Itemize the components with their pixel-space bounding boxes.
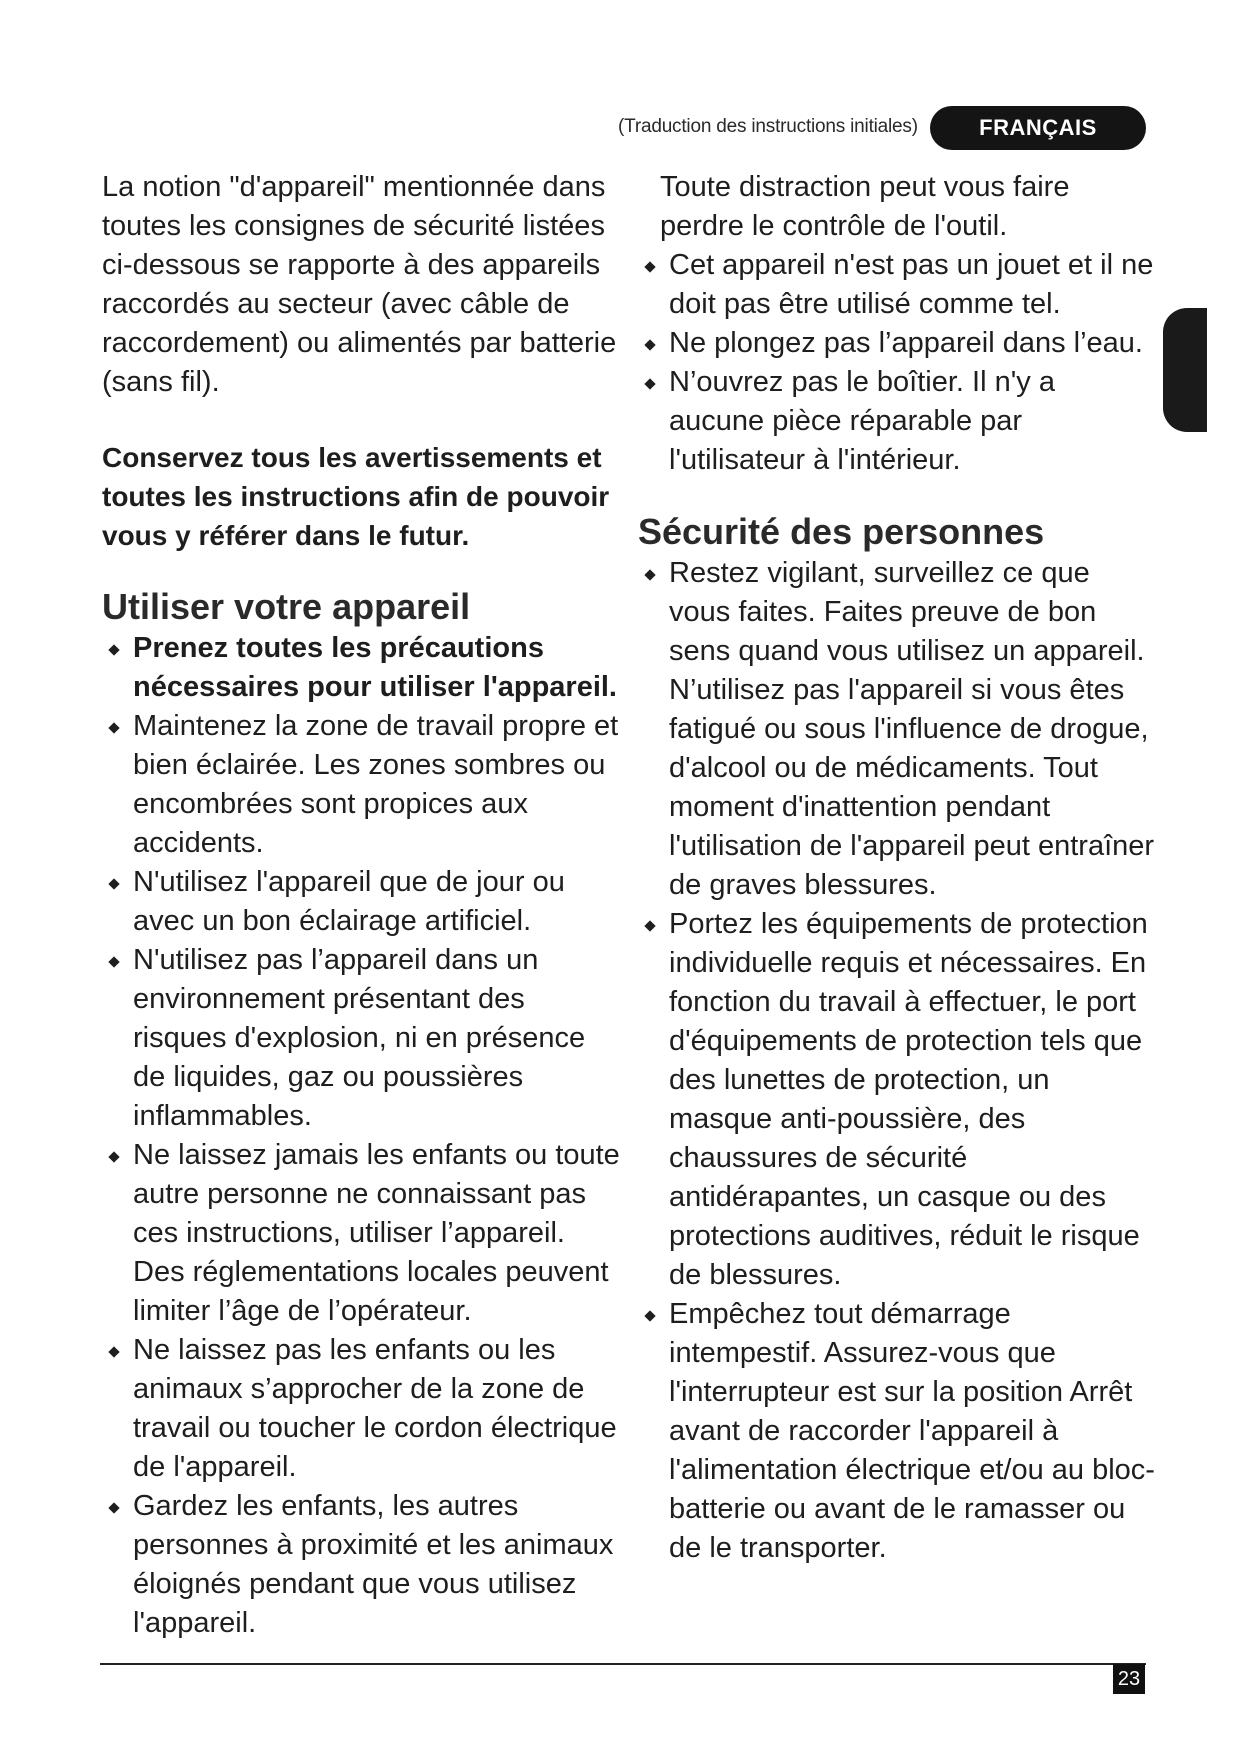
list-item-text: Ne laissez jamais les enfants ou toute autre personne ne connaissant pas ces instructions, utiliser l’appareil. Des réglementations locales peuvent limiter l’âge de l’opérateur. xyxy=(133,1139,620,1327)
intro-paragraph: La notion "d'appareil" mentionnée dans toutes les consignes de sécurité listées ci-dessous se rapporte à des appareils raccordés au secteur (avec câble de raccordement) ou alimentés par batterie (sans fil). xyxy=(102,171,617,398)
list-item-text: Ne plongez pas l’appareil dans l’eau. xyxy=(669,327,1143,359)
list-item-text: N'utilisez l'appareil que de jour ou avec un bon éclairage artificiel. xyxy=(133,866,565,937)
list-item xyxy=(638,905,1158,1295)
section-heading-securite: Sécurité des personnes xyxy=(638,511,1045,552)
diamond-bullet-icon xyxy=(644,261,655,272)
diamond-bullet-icon xyxy=(644,378,655,389)
list-item-text: Prenez toutes les précautions nécessaires pour utiliser l'appareil. xyxy=(133,632,617,703)
list-item xyxy=(638,1295,1158,1568)
list-item-text: Maintenez la zone de travail propre et bien éclairée. Les zones sombres ou encombrées sont propices aux accidents. xyxy=(133,710,619,859)
translation-note: (Traduction des instructions initiales) xyxy=(618,116,918,137)
personal-safety-bullet-list xyxy=(638,554,1158,1568)
list-item-text: Restez vigilant, surveillez ce que vous faites. Faites preuve de bon sens quand vous utilisez un appareil. N’utilisez pas l'appareil si vous êtes fatigué ou sous l'influence de drogue, d'alcool ou de médicaments. Tout moment d'inattention pendant l'utilisation de l'appareil peut entraîner de graves blessures. xyxy=(669,557,1155,901)
list-item xyxy=(102,941,622,1136)
list-item xyxy=(638,246,1158,324)
list-item-text: N’ouvrez pas le boîtier. Il n'y a aucune pièce réparable par l'utilisateur à l'intérieur. xyxy=(669,366,1055,476)
list-item-text: Cet appareil n'est pas un jouet et il ne doit pas être utilisé comme tel. xyxy=(669,249,1154,320)
diamond-bullet-icon xyxy=(108,956,119,967)
list-item xyxy=(102,1487,622,1643)
list-item-text: Portez les équipements de protection individuelle requis et nécessaires. En fonction du travail à effectuer, le port d'équipements de protection tels que des lunettes de protection, un masque anti-poussière, des chaussures de sécurité antidérapantes, un casque ou des protections auditives, réduit le risque de blessures. xyxy=(669,908,1148,1291)
page-number: 23 xyxy=(1113,1664,1145,1694)
general-bullet-list xyxy=(638,246,1158,480)
diamond-bullet-icon xyxy=(108,1346,119,1357)
list-item-text: Gardez les enfants, les autres personnes à proximité et les animaux éloignés pendant que vous utilisez l'appareil. xyxy=(133,1490,614,1639)
diamond-bullet-icon xyxy=(108,1151,119,1162)
list-item xyxy=(102,1136,622,1331)
diamond-bullet-icon xyxy=(644,569,655,580)
list-item xyxy=(102,707,622,863)
keep-instructions-paragraph: Conservez tous les avertissements et toutes les instructions afin de pouvoir vous y référer dans le futur. xyxy=(102,442,610,551)
diamond-bullet-icon xyxy=(108,878,119,889)
left-column xyxy=(102,168,622,1643)
right-column xyxy=(638,168,1158,1568)
diamond-bullet-icon xyxy=(644,339,655,350)
list-item xyxy=(638,324,1158,363)
list-item xyxy=(638,554,1158,905)
diamond-bullet-icon xyxy=(644,1310,655,1321)
section-tab-marker xyxy=(1163,308,1207,432)
diamond-bullet-icon xyxy=(644,920,655,931)
continuation-paragraph: Toute distraction peut vous faire perdre le contrôle de l'outil. xyxy=(660,171,1070,242)
list-item-text: N'utilisez pas l’appareil dans un environnement présentant des risques d'explosion, ni en présence de liquides, gaz ou poussières inflammables. xyxy=(133,944,586,1132)
language-badge: FRANÇAIS xyxy=(930,106,1146,150)
list-item-text: Ne laissez pas les enfants ou les animaux s’approcher de la zone de travail ou toucher le cordon électrique de l'appareil. xyxy=(133,1334,617,1483)
list-item xyxy=(102,863,622,941)
list-item-text: Empêchez tout démarrage intempestif. Assurez-vous que l'interrupteur est sur la position Arrêt avant de raccorder l'appareil à l'alimentation électrique et/ou au bloc-batterie ou avant de le ramasser ou de le transporter. xyxy=(669,1298,1155,1564)
footer-divider xyxy=(100,1663,1146,1665)
usage-bullet-list xyxy=(102,629,622,1643)
list-item xyxy=(102,629,622,707)
diamond-bullet-icon xyxy=(108,644,119,655)
diamond-bullet-icon xyxy=(108,722,119,733)
list-item xyxy=(638,363,1158,480)
diamond-bullet-icon xyxy=(108,1502,119,1513)
section-heading-utiliser: Utiliser votre appareil xyxy=(102,586,471,627)
list-item xyxy=(102,1331,622,1487)
